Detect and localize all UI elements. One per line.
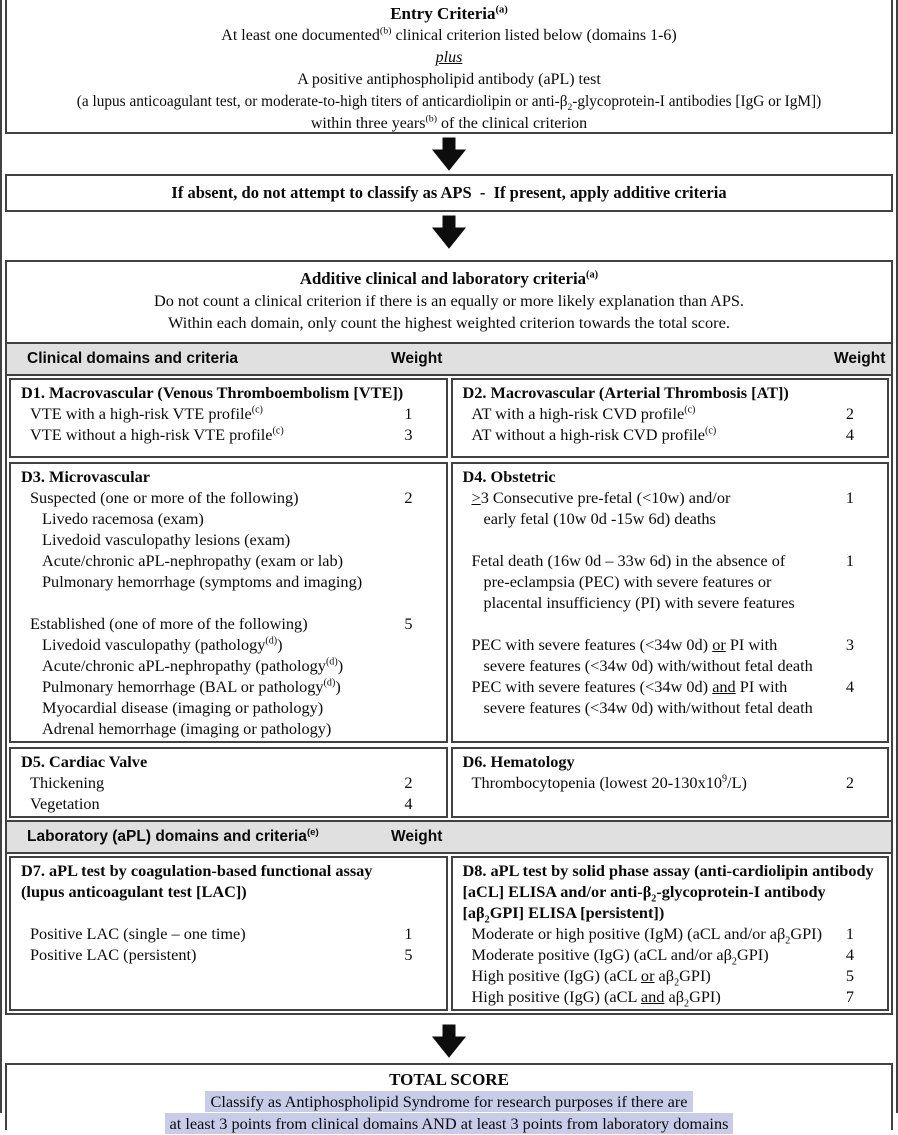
classify-highlight-line-2: at least 3 points from clinical domains AND at least 3 points from laboratory domains [7, 1113, 891, 1135]
criterion-line [453, 550, 888, 571]
flow-arrow-2 [2, 212, 896, 252]
criterion-line [453, 655, 888, 676]
criterion-text: early fetal (10w 0d -15w 6d) deaths [483, 509, 716, 528]
laboratory-domains-header-label: Laboratory (aPL) domains and criteria$^{(e)}$ [27, 826, 319, 845]
blank-line [11, 592, 446, 613]
domain-row-3 [7, 745, 891, 820]
clinical-domains-header-row [7, 342, 891, 376]
entry-criteria-box [5, 0, 893, 134]
criterion-text: Livedoid vasculopathy (pathology$^{(d)}$) [42, 635, 283, 654]
criterion-text: Livedoid vasculopathy lesions (exam) [42, 530, 291, 549]
criterion-line [453, 676, 888, 697]
domain-d7-cell [9, 856, 448, 1011]
domain-row-1 [7, 376, 891, 460]
criterion-line [11, 676, 446, 697]
criterion-text: severe features (<34w 0d) with/without fetal death [483, 698, 813, 717]
criterion-line [11, 550, 446, 571]
criterion-text: Suspected (one or more of the following) [30, 488, 299, 507]
flow-arrow-3 [2, 1015, 896, 1063]
clinical-domains-header-label: Clinical domains and criteria [27, 350, 239, 367]
criterion-line [11, 424, 446, 445]
criterion-line [11, 529, 446, 550]
domain-title: D4. Obstetric [462, 467, 556, 486]
criterion-line [11, 718, 446, 739]
entry-line-1: At least one documented$^{(b)}$ clinical criterion listed below (domains 1-6) [221, 25, 677, 44]
additive-criteria-table [5, 260, 893, 1015]
criterion-text: Acute/chronic aPL-nephropathy (pathology$^{(d)}$) [42, 656, 344, 675]
domain-d3-cell [9, 462, 448, 743]
criterion-line [453, 403, 888, 424]
weight-header-right: Weight [834, 350, 886, 367]
criterion-line [11, 403, 446, 424]
criterion-line [11, 697, 446, 718]
criterion-text: Moderate or high positive (IgM) (aCL and/or $a\beta_2GPI$) [471, 924, 822, 947]
entry-line-4: within three years$^{(b)}$ of the clinical criterion [310, 113, 588, 132]
criterion-line [453, 592, 888, 613]
domain-d4-cell [451, 462, 890, 743]
criterion-text: severe features (<34w 0d) with/without fetal death [483, 656, 813, 675]
domain-title: D3. Microvascular [21, 467, 151, 486]
total-score-box [5, 1063, 893, 1133]
criterion-weight: 1 [845, 488, 855, 507]
entry-line-2: A positive antiphospholipid antibody (aPL) test [297, 71, 601, 88]
criterion-text: Myocardial disease (imaging or pathology) [42, 698, 324, 717]
criterion-text: Fetal death (16w 0d – 33w 6d) in the absence of [471, 551, 786, 570]
domain-title: D1. Macrovascular (Venous Thromboembolism [VTE]) [21, 383, 404, 402]
domain-title: D2. Macrovascular (Arterial Thrombosis [AT]) [462, 383, 789, 402]
table-intro [7, 262, 891, 342]
criterion-line [11, 923, 446, 944]
criterion-line [11, 944, 446, 965]
gate-text: If absent, do not attempt to classify as APS - If present, apply additive criteria [171, 183, 727, 202]
criterion-line [453, 697, 888, 718]
criterion-weight: 5 [404, 614, 413, 633]
criterion-weight: 3 [845, 635, 855, 654]
criterion-text: Established (one of more of the following) [30, 614, 308, 633]
criterion-line [11, 793, 446, 814]
domain-row-4 [7, 854, 891, 1013]
criterion-line [453, 487, 888, 508]
table-intro-note-2: Within each domain, only count the highest weighted criterion towards the total score. [168, 313, 730, 332]
criterion-line [11, 772, 446, 793]
flow-arrow-1 [2, 134, 896, 174]
criterion-text: High positive (IgG) (aCL or $a\beta_2GPI$) [471, 966, 711, 989]
domain-title: D6. Hematology [462, 752, 575, 771]
gate-box [5, 174, 893, 212]
criterion-weight: 4 [404, 794, 413, 813]
criterion-weight: 5 [404, 945, 413, 964]
criterion-weight: 4 [845, 677, 855, 696]
criterion-weight: 7 [845, 987, 855, 1006]
criterion-line [453, 986, 888, 1010]
classify-highlight-line-1: Classify as Antiphospholipid Syndrome for research purposes if there are [7, 1091, 891, 1113]
criterion-weight: 1 [845, 551, 855, 570]
domain-title: D5. Cardiac Valve [21, 752, 148, 771]
down-arrow-icon [431, 138, 467, 171]
criterion-line [11, 613, 446, 634]
criterion-weight: 1 [845, 924, 855, 943]
blank-line [11, 902, 446, 923]
blank-line [453, 613, 888, 634]
criterion-weight: 5 [845, 966, 855, 985]
criterion-text: Positive LAC (single – one time) [30, 924, 246, 943]
criterion-text: pre-eclampsia (PEC) with severe features or [483, 572, 772, 591]
criterion-text: Moderate positive (IgG) (aCL and/or $a\beta_2GPI$) [471, 945, 769, 968]
criterion-text: Thrombocytopenia (lowest $20-130x10^9/L$) [471, 773, 747, 792]
criterion-line [11, 508, 446, 529]
criterion-text: Adrenal hemorrhage (imaging or pathology) [42, 719, 332, 738]
total-score-title: TOTAL SCORE [389, 1070, 509, 1089]
criterion-text: VTE with a high-risk VTE profile$^{(c)}$ [30, 404, 263, 423]
criterion-weight: 2 [845, 404, 855, 423]
criterion-line [453, 772, 888, 793]
criterion-text: AT without a high-risk CVD profile$^{(c)}$ [471, 425, 717, 444]
criterion-text: Livedo racemosa (exam) [42, 509, 204, 528]
criterion-text: >3 Consecutive pre-fetal (<10w) and/or [471, 488, 731, 507]
criterion-line [453, 424, 888, 445]
laboratory-domains-header-row [7, 820, 891, 854]
criterion-text: Thickening [30, 773, 105, 792]
criterion-weight: 4 [845, 425, 855, 444]
weight-header-left: Weight [391, 350, 443, 367]
criterion-line [11, 655, 446, 676]
domain-d6-cell [451, 747, 890, 818]
entry-criteria-title: Entry Criteria$^{(a)}$ [390, 4, 508, 23]
domain-d8-cell [451, 856, 890, 1011]
criterion-weight: 1 [404, 404, 413, 423]
table-intro-title: Additive clinical and laboratory criteria$^{(a)}$ [299, 269, 599, 288]
criterion-line [453, 944, 888, 968]
down-arrow-icon [431, 1025, 467, 1058]
criterion-line [453, 634, 888, 655]
domain-d5-cell [9, 747, 448, 818]
criterion-line [453, 508, 888, 529]
entry-line-plus: plus [435, 49, 463, 66]
criterion-text: AT with a high-risk CVD profile$^{(c)}$ [471, 404, 696, 423]
criterion-text: VTE without a high-risk VTE profile$^{(c)}$ [30, 425, 284, 444]
criterion-weight: 4 [845, 945, 855, 964]
criterion-line [453, 571, 888, 592]
criterion-weight: 1 [404, 924, 413, 943]
domain-title: D7. aPL test by coagulation-based functional assay (lupus anticoagulant test [LAC]) [21, 861, 373, 901]
down-arrow-icon [431, 216, 467, 249]
criterion-line [453, 923, 888, 947]
criterion-text: placental insufficiency (PI) with severe features [483, 593, 795, 612]
criterion-line [453, 965, 888, 989]
blank-line [453, 529, 888, 550]
criterion-weight: 2 [404, 773, 413, 792]
criterion-text: PEC with severe features (<34w 0d) and PI with [471, 677, 788, 696]
criterion-text: PEC with severe features (<34w 0d) or PI with [471, 635, 778, 654]
domain-title: D8. aPL test by solid phase assay (anti-cardiolipin antibody [aCL] ELISA and/or anti-$\beta_2-glycoprotein-I$ antibody $[a\beta_2GPI]$ ELISA [persistent]) [462, 861, 874, 926]
domain-d1-cell [9, 378, 448, 458]
criterion-text: Pulmonary hemorrhage (BAL or pathology$^{(d)}$) [42, 677, 341, 696]
criterion-weight: 2 [845, 773, 855, 792]
criterion-text: Vegetation [30, 794, 100, 813]
entry-line-3: (a lupus anticoagulant test, or moderate-to-high titers of anticardiolipin or anti-$\beta_2-glycoprotein-I$ antibodies [IgG or IgM]) [76, 93, 822, 114]
domain-row-2 [7, 460, 891, 745]
criterion-line [11, 487, 446, 508]
domain-d2-cell [451, 378, 890, 458]
criterion-text: Positive LAC (persistent) [30, 945, 197, 964]
criterion-weight: 3 [404, 425, 413, 444]
criterion-line [11, 634, 446, 655]
weight-header-lab: Weight [391, 828, 443, 845]
criterion-weight: 2 [404, 488, 413, 507]
table-intro-note-1: Do not count a clinical criterion if there is an equally or more likely explanation than APS. [153, 291, 745, 310]
criterion-line [11, 571, 446, 592]
criterion-text: Acute/chronic aPL-nephropathy (exam or lab) [42, 551, 344, 570]
criterion-text: High positive (IgG) (aCL and $a\beta_2GPI$) [471, 987, 721, 1010]
criterion-text: Pulmonary hemorrhage (symptoms and imaging) [42, 572, 363, 591]
